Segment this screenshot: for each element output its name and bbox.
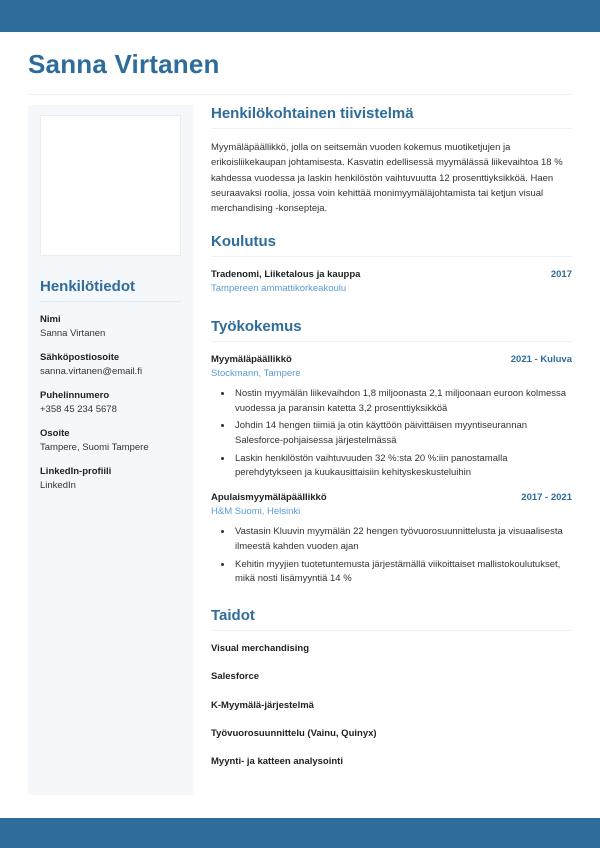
top-accent-band — [0, 0, 600, 32]
skill-item: Työvuorosuunnittelu (Vainu, Quinyx) — [211, 727, 377, 739]
experience-entry-header — [211, 491, 572, 505]
section-skills — [211, 607, 572, 768]
bottom-accent-band — [0, 818, 600, 848]
skill-item: Myynti- ja katteen analysointi — [211, 756, 343, 768]
detail-label: Nimi — [40, 313, 61, 325]
sidebar-section-title-personal-details: Henkilötiedot — [40, 277, 136, 295]
list-item: • Kehitin myyjien tuotetuntemusta järjestämällä viikoittaiset mallistokoulutukset, mikä nosti lisämyyntiä 14 % — [233, 558, 572, 587]
section-divider — [211, 128, 572, 129]
experience-entry — [211, 491, 572, 587]
experience-bullet-list — [211, 387, 572, 481]
detail-label: Sähköpostiosoite — [40, 352, 120, 363]
skill-item: Salesforce — [211, 671, 260, 683]
name-divider — [28, 94, 572, 95]
sidebar — [28, 105, 193, 795]
experience-role: Myymäläpäällikkö — [211, 353, 292, 365]
skill-item: Visual merchandising — [211, 643, 310, 654]
section-title-summary: Henkilökohtainen tiivistelmä — [211, 104, 414, 122]
summary-text: Myymäläpäällikkö, jolla on seitsemän vuoden kokemus muotiketjujen ja erikoisliikekaupan johtamisesta. Kasvatin edellisessä myymälässä liikevaihtoa 18 % kahdessa vuodessa ja laskin henkilöstön vaihtuvuutta 12 prosenttiyksikköä. Haen seuraavaksi roolia, jossa voin kehittää monimyymäläjohtamista tai ketjun visual merchandising -konsepteja. — [211, 141, 563, 215]
detail-value: Sanna Virtanen — [40, 327, 106, 339]
detail-item-name — [40, 314, 181, 340]
experience-date: 2021 - Kuluva — [510, 353, 572, 365]
section-divider — [211, 256, 572, 257]
detail-label: LinkedIn-profiili — [40, 466, 112, 478]
education-entry-header — [211, 268, 572, 282]
list-item: • Nostin myymälän liikevaihdon 1,8 miljoonasta 2,1 miljoonaan euroon kolmessa vuodessa ja paransin katetta 3,2 prosenttiyksikköä — [233, 387, 572, 416]
education-degree: Tradenomi, Liiketalous ja kauppa — [211, 268, 361, 280]
photo-placeholder — [40, 115, 181, 256]
detail-value: Tampere, Suomi Tampere — [40, 442, 149, 454]
experience-employer: H&M Suomi, Helsinki — [211, 505, 301, 517]
section-divider — [211, 630, 572, 631]
detail-value: sanna.virtanen@email.fi — [40, 365, 143, 377]
section-title-experience: Työkokemus — [211, 317, 302, 335]
experience-entry-header — [211, 353, 572, 367]
list-item: • Laskin henkilöstön vaihtuvuuden 32 %:sta 20 %:iin panostamalla perehdytykseen ja kuukausittaisiin kehityskeskusteluihin — [233, 452, 572, 481]
education-date: 2017 — [550, 268, 572, 280]
spacer — [211, 597, 572, 603]
detail-value: +358 45 234 5678 — [40, 403, 117, 415]
two-column-layout — [28, 105, 572, 795]
resume-content — [0, 32, 600, 818]
detail-item-linkedin — [40, 466, 181, 492]
main-column — [193, 105, 572, 784]
list-item: • Vastasin Kluuvin myymälän 22 hengen työvuorosuunnittelusta ja visuaalisesta ilmeestä kahden vuoden ajan — [233, 525, 572, 554]
page-title: Sanna Virtanen — [28, 49, 220, 79]
section-title-education: Koulutus — [211, 232, 276, 250]
education-entry — [211, 268, 572, 296]
spacer — [211, 302, 572, 314]
experience-role: Apulaismyymäläpäällikkö — [211, 492, 327, 504]
experience-bullet-list — [211, 525, 572, 587]
detail-value: LinkedIn — [40, 480, 76, 492]
detail-item-phone — [40, 390, 181, 416]
education-institution: Tampereen ammattikorkeakoulu — [211, 282, 347, 294]
section-summary — [211, 105, 572, 217]
experience-entry — [211, 353, 572, 481]
name-block — [28, 32, 572, 95]
experience-employer: Stockmann, Tampere — [211, 367, 301, 379]
detail-label: Osoite — [40, 428, 70, 440]
detail-item-email — [40, 352, 181, 378]
detail-item-address — [40, 428, 181, 454]
detail-label: Puhelinnumero — [40, 390, 110, 402]
section-experience — [211, 318, 572, 603]
sidebar-title-divider — [40, 301, 181, 302]
section-divider — [211, 341, 572, 342]
experience-date: 2017 - 2021 — [521, 492, 572, 504]
section-title-skills: Taidot — [211, 607, 255, 624]
section-education — [211, 233, 572, 314]
list-item: • Johdin 14 hengen tiimiä ja otin käyttöön päivittäisen myyntiseurannan Salesforce-pohjaisessa järjestelmässä — [233, 419, 572, 448]
skill-item: K-Myymälä-järjestelmä — [211, 699, 314, 711]
